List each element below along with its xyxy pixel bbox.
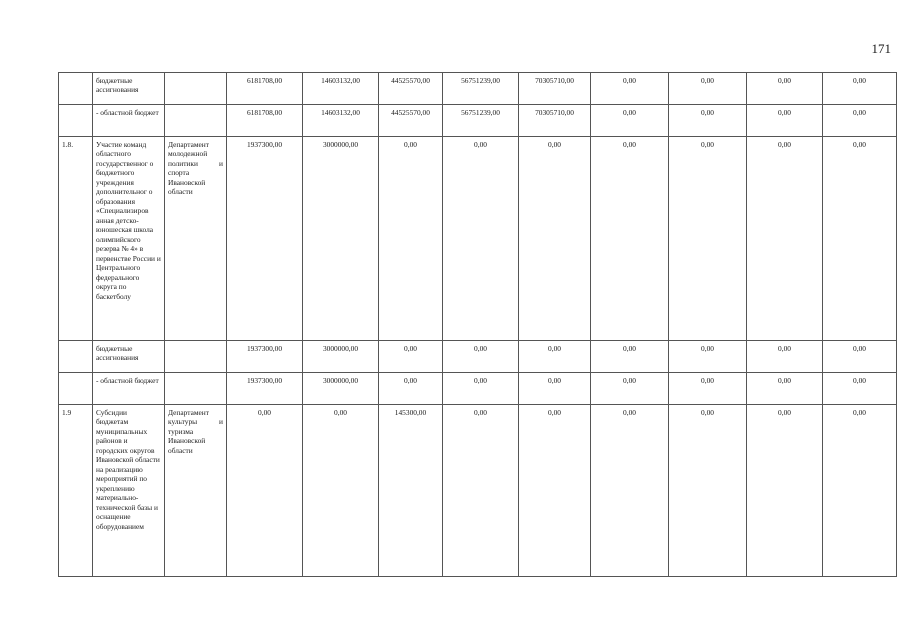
row-value-cell: 0,00 (747, 405, 823, 577)
row-value-cell: 0,00 (823, 105, 897, 137)
row-value-cell: 0,00 (591, 137, 669, 341)
row-value-cell: 0,00 (591, 341, 669, 373)
row-value-cell: 0,00 (443, 373, 519, 405)
row-value-cell: 0,00 (823, 137, 897, 341)
row-value-cell: 0,00 (519, 341, 591, 373)
table-row (59, 73, 897, 105)
row-value-cell: 0,00 (669, 105, 747, 137)
row-department-cell (165, 373, 227, 405)
row-value-cell: 1937300,00 (227, 137, 303, 341)
row-value-cell: 1937300,00 (227, 341, 303, 373)
row-index-cell: 1.9 (59, 405, 93, 577)
row-value-cell: 0,00 (303, 405, 379, 577)
row-index-cell (59, 341, 93, 373)
row-value-cell: 0,00 (747, 105, 823, 137)
row-name-cell: - областной бюджет (93, 373, 165, 405)
table-row (59, 105, 897, 137)
row-value-cell: 0,00 (443, 405, 519, 577)
row-value-cell: 0,00 (379, 373, 443, 405)
row-value-cell: 0,00 (443, 341, 519, 373)
row-value-cell: 0,00 (227, 405, 303, 577)
row-department-cell: Департамент молодежной политики и спорта Ивановской области (165, 137, 227, 341)
row-value-cell: 0,00 (747, 73, 823, 105)
row-value-cell: 145300,00 (379, 405, 443, 577)
row-value-cell: 70305710,00 (519, 73, 591, 105)
row-index-cell (59, 73, 93, 105)
row-value-cell: 0,00 (669, 137, 747, 341)
row-value-cell: 0,00 (669, 405, 747, 577)
row-name-cell: - областной бюджет (93, 105, 165, 137)
row-value-cell: 0,00 (443, 137, 519, 341)
row-value-cell: 0,00 (519, 137, 591, 341)
table-row (59, 341, 897, 373)
row-index-cell (59, 105, 93, 137)
row-value-cell: 0,00 (747, 373, 823, 405)
table-row (59, 373, 897, 405)
row-value-cell: 44525570,00 (379, 73, 443, 105)
row-value-cell: 0,00 (591, 405, 669, 577)
row-value-cell: 0,00 (669, 373, 747, 405)
row-value-cell: 56751239,00 (443, 105, 519, 137)
table-row (59, 405, 897, 577)
row-department-cell (165, 105, 227, 137)
row-value-cell: 70305710,00 (519, 105, 591, 137)
row-value-cell: 0,00 (519, 405, 591, 577)
row-value-cell: 3000000,00 (303, 373, 379, 405)
row-value-cell: 6181708,00 (227, 105, 303, 137)
row-value-cell: 0,00 (823, 73, 897, 105)
row-value-cell: 0,00 (519, 373, 591, 405)
row-department-cell (165, 341, 227, 373)
row-index-cell (59, 373, 93, 405)
row-name-cell: бюджетные ассигнования (93, 73, 165, 105)
row-value-cell: 3000000,00 (303, 137, 379, 341)
row-value-cell: 3000000,00 (303, 341, 379, 373)
row-value-cell: 0,00 (669, 73, 747, 105)
budget-table (58, 72, 897, 577)
table-row (59, 137, 897, 341)
row-value-cell: 0,00 (591, 73, 669, 105)
row-value-cell: 44525570,00 (379, 105, 443, 137)
row-value-cell: 0,00 (591, 373, 669, 405)
row-value-cell: 1937300,00 (227, 373, 303, 405)
row-value-cell: 0,00 (823, 405, 897, 577)
row-value-cell: 0,00 (747, 341, 823, 373)
row-department-cell: Департамент культуры и туризма Ивановской области (165, 405, 227, 577)
row-value-cell: 0,00 (823, 341, 897, 373)
row-value-cell: 0,00 (747, 137, 823, 341)
row-value-cell: 6181708,00 (227, 73, 303, 105)
row-value-cell: 0,00 (669, 341, 747, 373)
row-value-cell: 56751239,00 (443, 73, 519, 105)
row-name-cell: бюджетные ассигнования (93, 341, 165, 373)
row-value-cell: 0,00 (379, 137, 443, 341)
row-department-cell (165, 73, 227, 105)
row-value-cell: 0,00 (591, 105, 669, 137)
row-name-cell: Субсидии бюджетам муниципальных районов и городских округов Ивановской области на реализацию мероприятий по укреплению материально-технической базы и оснащение оборудованием (93, 405, 165, 577)
row-value-cell: 14603132,00 (303, 105, 379, 137)
row-value-cell: 14603132,00 (303, 73, 379, 105)
page-number: 171 (871, 41, 891, 56)
row-name-cell: Участие команд областного государственног о бюджетного учреждения дополнительног о образования «Специализиров анная детско-юношеская школа олимпийского резерва № 4» в первенстве России и Центрального федерального округа по баскетболу (93, 137, 165, 341)
row-index-cell: 1.8. (59, 137, 93, 341)
row-value-cell: 0,00 (379, 341, 443, 373)
row-value-cell: 0,00 (823, 373, 897, 405)
